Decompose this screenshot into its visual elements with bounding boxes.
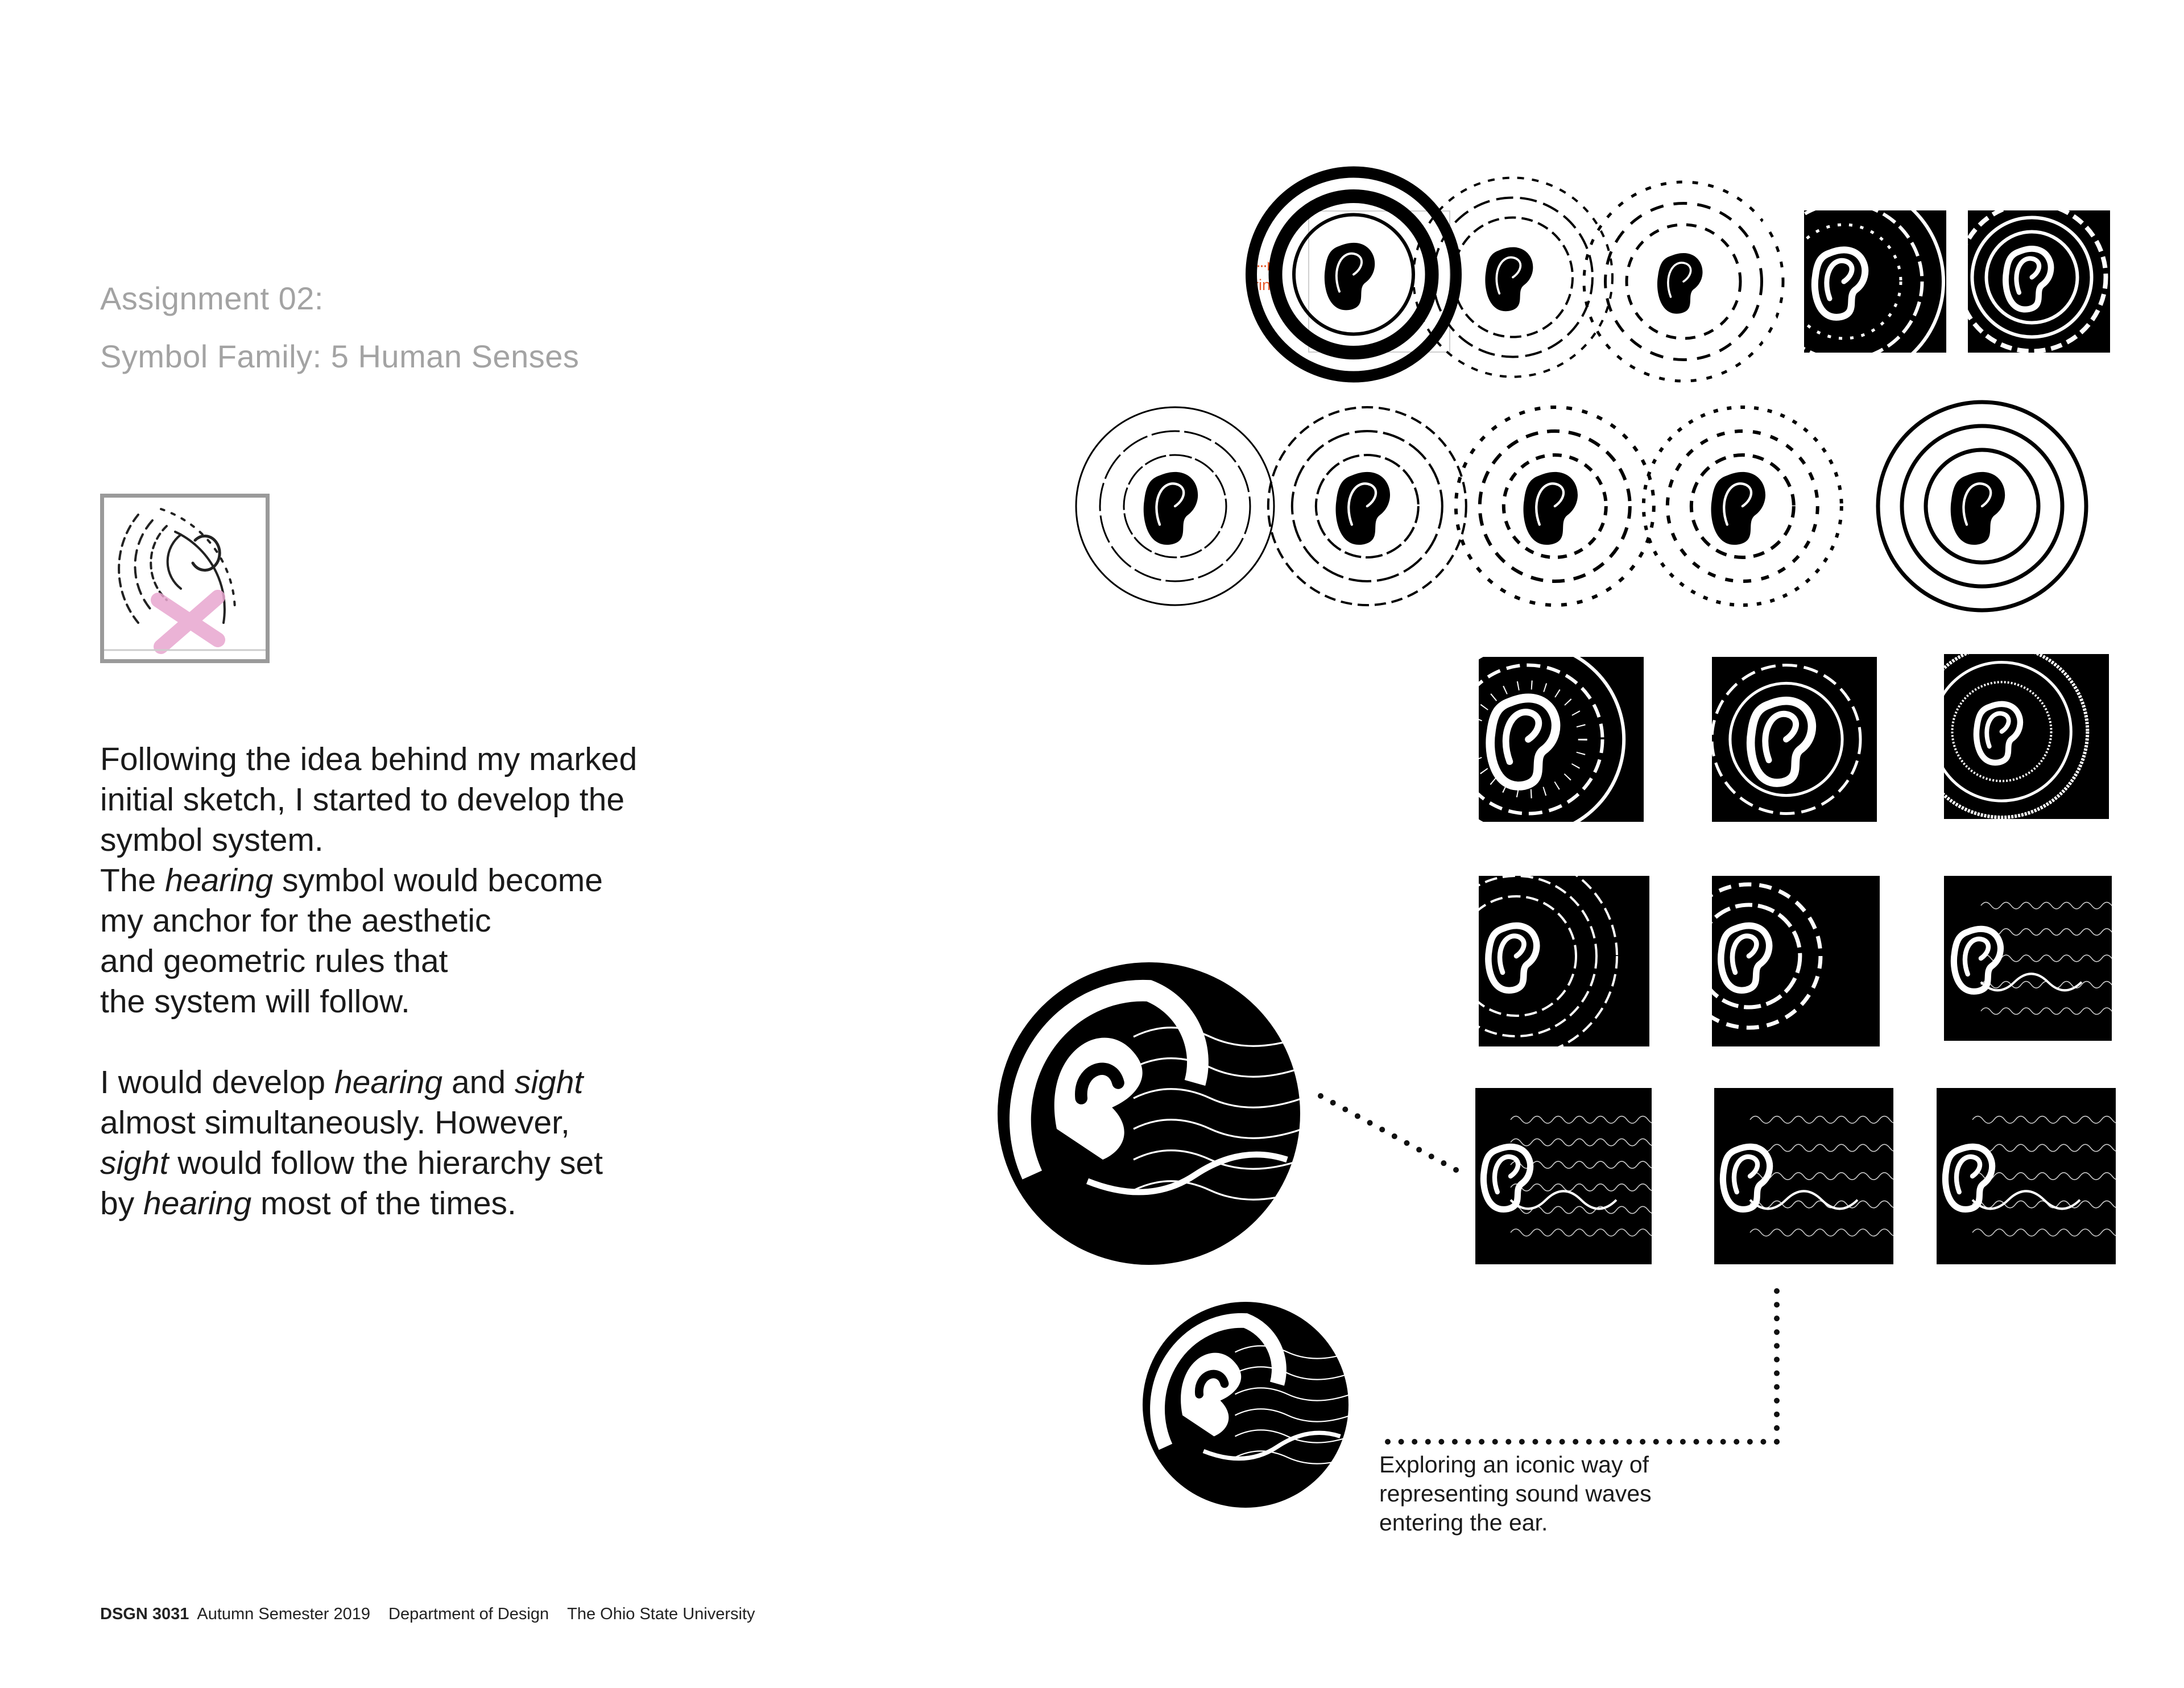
- emphasis-hearing: hearing: [143, 1185, 252, 1222]
- text-span: The: [100, 862, 166, 899]
- connector-dot: [1330, 1100, 1336, 1106]
- connector-dot: [1760, 1439, 1766, 1445]
- connector-dot: [1693, 1439, 1699, 1445]
- ear-variant-row3-1: [1479, 657, 1644, 822]
- text-span: most of the times.: [251, 1185, 516, 1222]
- connector-dot: [1429, 1153, 1434, 1159]
- connector-dot: [1720, 1439, 1726, 1445]
- ear-variant-row1-4: [1804, 210, 1946, 353]
- caption-line: representing sound waves: [1379, 1480, 1652, 1507]
- connector-dot: [1774, 1329, 1780, 1335]
- connector-dot: [1666, 1439, 1672, 1445]
- connector-dot: [1747, 1439, 1753, 1445]
- text-span: symbol would become: [273, 862, 603, 899]
- connector-dot: [1392, 1133, 1397, 1139]
- connector-dot: [1774, 1384, 1780, 1390]
- connector-dot: [1627, 1439, 1632, 1445]
- ear-variant-row4-1: [1479, 876, 1649, 1046]
- text-line: and geometric rules that: [100, 943, 448, 979]
- connector-dot: [1653, 1439, 1659, 1445]
- connector-dot: [1318, 1093, 1323, 1099]
- ear-variant-row2-3: [1519, 421, 1684, 591]
- connector-dot: [1774, 1412, 1780, 1417]
- connector-dot: [1707, 1439, 1713, 1445]
- emphasis-sight: sight: [514, 1064, 584, 1100]
- connector-dot: [1505, 1439, 1511, 1445]
- ear-variant-row3-3: [1944, 654, 2109, 819]
- connector-dot: [1774, 1315, 1780, 1321]
- university: The Ohio State University: [567, 1605, 755, 1623]
- emphasis-hearing: hearing: [165, 862, 274, 899]
- ear-variant-row2-2: [1331, 421, 1496, 591]
- connector-dot: [1399, 1439, 1404, 1445]
- connector-dot: [1774, 1439, 1780, 1445]
- connector-dot: [1774, 1302, 1780, 1308]
- ear-variant-row4-2: [1712, 876, 1880, 1046]
- ear-variant-row1-5: [1968, 210, 2110, 353]
- text-line: my anchor for the aesthetic: [100, 903, 491, 939]
- connector-dot: [1379, 1127, 1385, 1132]
- final-ear-emblem: [1140, 1300, 1351, 1510]
- connector-dot: [1492, 1439, 1498, 1445]
- connector-dot: [1532, 1439, 1538, 1445]
- ear-variant-row5-2: [1714, 1088, 1893, 1264]
- assignment-title: Assignment 02:: [100, 280, 324, 316]
- connector-horizontal: [1385, 1439, 1780, 1445]
- connector-dot: [1367, 1120, 1373, 1126]
- ear-variant-row5-1: [1475, 1088, 1652, 1264]
- sound-wave-caption: [1379, 1450, 1652, 1537]
- text-line: initial sketch, I started to develop the: [100, 781, 625, 818]
- connector-dot: [1438, 1439, 1444, 1445]
- text-span: would follow the hierarchy set: [168, 1145, 603, 1181]
- connector-dot: [1342, 1107, 1348, 1112]
- semester: Autumn Semester 2019: [197, 1605, 371, 1623]
- ear-variant-row3-2: [1712, 657, 1877, 822]
- connector-dot: [1441, 1160, 1446, 1166]
- large-ear-emblem: [995, 960, 1302, 1267]
- connector-dot: [1519, 1439, 1525, 1445]
- assignment-subtitle: Symbol Family: 5 Human Senses: [100, 338, 580, 374]
- connector-dot: [1774, 1425, 1780, 1431]
- connector-dot: [1774, 1356, 1780, 1362]
- connector-dot: [1774, 1288, 1780, 1294]
- text-span: by: [100, 1185, 144, 1222]
- ear-variant-row4-3: [1944, 876, 2112, 1041]
- ear-variant-row2-5: [1939, 421, 2110, 591]
- connector-dot: [1734, 1439, 1739, 1445]
- connector-vertical: [1774, 1288, 1780, 1445]
- text-span: I would develop: [100, 1064, 334, 1100]
- text-span: and: [442, 1064, 515, 1100]
- connector-dot: [1599, 1439, 1605, 1445]
- text-line: almost simultaneously. However,: [100, 1104, 570, 1141]
- connector-dot: [1466, 1439, 1471, 1445]
- connector-dot: [1425, 1439, 1431, 1445]
- ear-variant-row2-1: [1142, 421, 1307, 591]
- text-line: the system will follow.: [100, 983, 410, 1020]
- connector-dot: [1355, 1113, 1360, 1119]
- connector-dot: [1774, 1398, 1780, 1404]
- connector-dot: [1560, 1439, 1565, 1445]
- connector-dot: [1546, 1439, 1552, 1445]
- text-line: Following the idea behind my marked: [100, 741, 638, 777]
- connector-dot: [1774, 1371, 1780, 1376]
- connector-dot: [1404, 1140, 1409, 1146]
- ring-label: ring: [1254, 276, 1280, 293]
- connector-dot: [1416, 1147, 1422, 1153]
- caption-line: entering the ear.: [1379, 1509, 1548, 1536]
- course-code: DSGN 3031: [100, 1605, 189, 1623]
- emphasis-hearing: hearing: [334, 1064, 443, 1100]
- ear-variant-row1-2: [1467, 210, 1610, 353]
- connector-dot: [1385, 1439, 1391, 1445]
- connector-diagonal: [1318, 1093, 1459, 1173]
- connector-dot: [1452, 1439, 1458, 1445]
- connector-dot: [1613, 1439, 1619, 1445]
- text-line: symbol system.: [100, 822, 324, 858]
- ear-variant-row2-4: [1706, 421, 1871, 591]
- emphasis-sight: sight: [100, 1145, 169, 1181]
- connector-dot: [1586, 1439, 1592, 1445]
- connector-dot: [1453, 1167, 1459, 1173]
- connector-dot: [1479, 1439, 1484, 1445]
- caption-line: Exploring an iconic way of: [1379, 1451, 1649, 1478]
- connector-dot: [1640, 1439, 1645, 1445]
- ear-variant-row5-3: [1937, 1088, 2116, 1264]
- connector-dot: [1412, 1439, 1417, 1445]
- connector-dot: [1774, 1343, 1780, 1348]
- department: Department of Design: [388, 1605, 549, 1623]
- connector-dot: [1573, 1439, 1578, 1445]
- connector-dot: [1680, 1439, 1686, 1445]
